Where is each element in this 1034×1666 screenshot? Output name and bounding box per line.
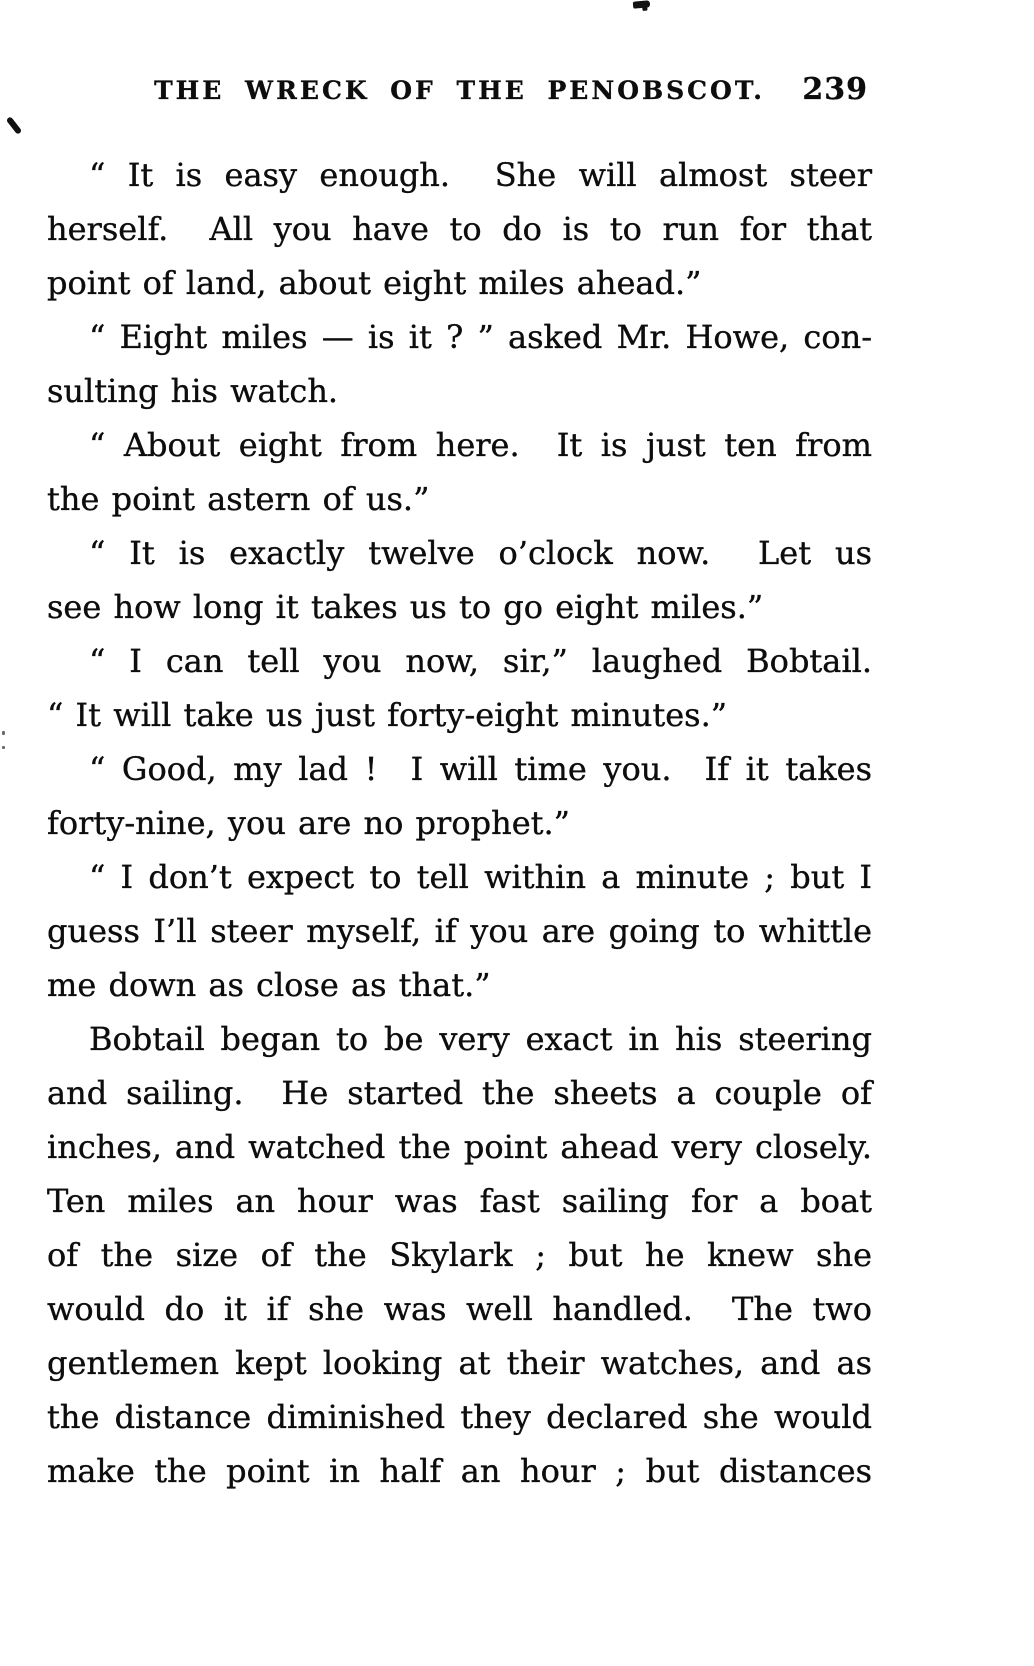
text-line: forty-nine, you are no prophet.”	[47, 804, 571, 842]
text-line: me down as close as that.”	[47, 966, 491, 1004]
text-line: herself. All you have to do is to run for that	[47, 210, 872, 248]
paragraph	[47, 526, 872, 634]
text-line: “ It will take us just forty-eight minutes.”	[47, 696, 728, 734]
stray-ink-mark-left	[6, 116, 22, 135]
text-line: see how long it takes us to go eight miles.”	[47, 588, 764, 626]
text-line: “ About eight from here. It is just ten from	[89, 426, 872, 464]
paragraph	[47, 148, 872, 310]
text-line: “ I don’t expect to tell within a minute ; but I	[89, 858, 872, 896]
page-number: 239	[802, 72, 868, 107]
text-line: make the point in half an hour ; but distances	[47, 1452, 872, 1490]
text-line: gentlemen kept looking at their watches, and as	[47, 1344, 872, 1382]
text-line: and sailing. He started the sheets a couple of	[47, 1074, 872, 1112]
text-line: guess I’ll steer myself, if you are going to whittle	[47, 912, 872, 950]
ink-speck	[2, 731, 5, 735]
paragraph	[47, 1012, 872, 1498]
text-line: point of land, about eight miles ahead.”	[47, 264, 702, 302]
text-line: “ It is exactly twelve o’clock now. Let us	[89, 534, 872, 572]
text-line: “ It is easy enough. She will almost steer	[89, 156, 872, 194]
text-line: would do it if she was well handled. The two	[47, 1290, 872, 1328]
paragraph	[47, 850, 872, 1012]
ink-speck	[2, 746, 5, 749]
text-line: “ I can tell you now, sir,” laughed Bobtail.	[89, 642, 872, 680]
text-line: inches, and watched the point ahead very closely.	[47, 1128, 872, 1166]
text-line: “ Eight miles — is it ? ” asked Mr. Howe, con-	[89, 318, 872, 356]
text-line: the point astern of us.”	[47, 480, 430, 518]
page-header	[47, 72, 872, 118]
text-line: Ten miles an hour was fast sailing for a boat	[47, 1182, 872, 1220]
text-line: the distance diminished they declared she would	[47, 1398, 872, 1436]
paragraph	[47, 310, 872, 418]
text-line: Bobtail began to be very exact in his steering	[89, 1020, 872, 1058]
running-title: THE WRECK OF THE PENOBSCOT.	[154, 76, 765, 105]
text-line: sulting his watch.	[47, 372, 339, 410]
ink-smudge-top	[633, 0, 651, 8]
paragraph	[47, 634, 872, 742]
paragraph	[47, 742, 872, 850]
text-line: of the size of the Skylark ; but he knew she	[47, 1236, 872, 1274]
paragraph	[47, 418, 872, 526]
text-line: “ Good, my lad ! I will time you. If it takes	[89, 750, 872, 788]
page-body	[47, 148, 872, 1498]
